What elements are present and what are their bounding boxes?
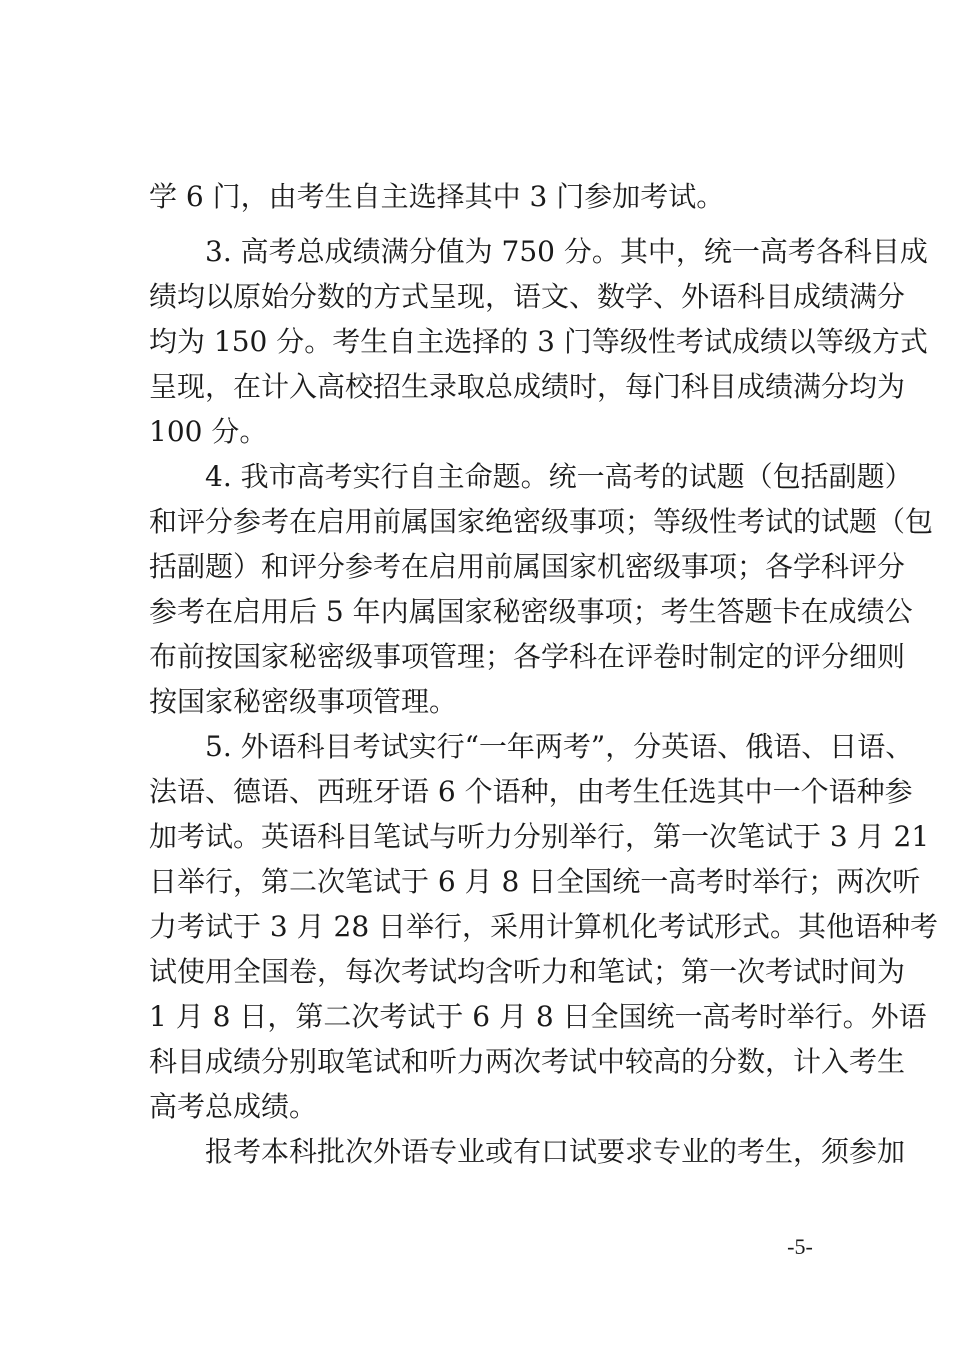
text-line: 日举行，第二次笔试于 6 月 8 日全国统一高考时举行；两次听 (149, 865, 921, 898)
page-number: -5- (787, 1234, 813, 1259)
text-line: 均为 150 分。考生自主选择的 3 门等级性考试成绩以等级方式 (149, 325, 928, 358)
text-line: 科目成绩分别取笔试和听力两次考试中较高的分数，计入考生 (149, 1045, 906, 1078)
text-line: 布前按国家秘密级事项管理；各学科在评卷时制定的评分细则 (149, 640, 906, 673)
text-line: 1 月 8 日，第二次考试于 6 月 8 日全国统一高考时举行。外语 (149, 1000, 927, 1033)
paragraph-5-line: 5. 外语科目考试实行“一年两考”，分英语、俄语、日语、 (205, 730, 914, 763)
paragraph-6-line: 报考本科批次外语专业或有口试要求专业的考生，须参加 (205, 1135, 906, 1168)
text-line: 加考试。英语科目笔试与听力分别举行，第一次笔试于 3 月 21 (149, 820, 930, 853)
text-line: 参考在启用后 5 年内属国家秘密级事项；考生答题卡在成绩公 (149, 595, 913, 628)
text-line: 试使用全国卷，每次考试均含听力和笔试；第一次考试时间为 (149, 955, 906, 988)
text-line: 按国家秘密级事项管理。 (149, 685, 458, 718)
text-line: 法语、德语、西班牙语 6 个语种，由考生任选其中一个语种参 (149, 775, 913, 808)
text-line: 100 分。 (149, 415, 268, 448)
paragraph-4-line: 4. 我市高考实行自主命题。统一高考的试题（包括副题） (205, 460, 913, 493)
text-line: 括副题）和评分参考在启用前属国家机密级事项；各学科评分 (149, 550, 906, 583)
paragraph-3-line: 3. 高考总成绩满分值为 750 分。其中，统一高考各科目成 (205, 235, 928, 268)
text-line: 和评分参考在启用前属国家绝密级事项；等级性考试的试题（包 (149, 505, 934, 538)
text-line: 力考试于 3 月 28 日举行，采用计算机化考试形式。其他语种考 (149, 910, 939, 943)
text-line: 呈现，在计入高校招生录取总成绩时，每门科目成绩满分均为 (149, 370, 906, 403)
text-line: 高考总成绩。 (149, 1090, 318, 1123)
text-line: 绩均以原始分数的方式呈现，语文、数学、外语科目成绩满分 (149, 280, 906, 313)
text-line: 学 6 门，由考生自主选择其中 3 门参加考试。 (149, 180, 725, 213)
